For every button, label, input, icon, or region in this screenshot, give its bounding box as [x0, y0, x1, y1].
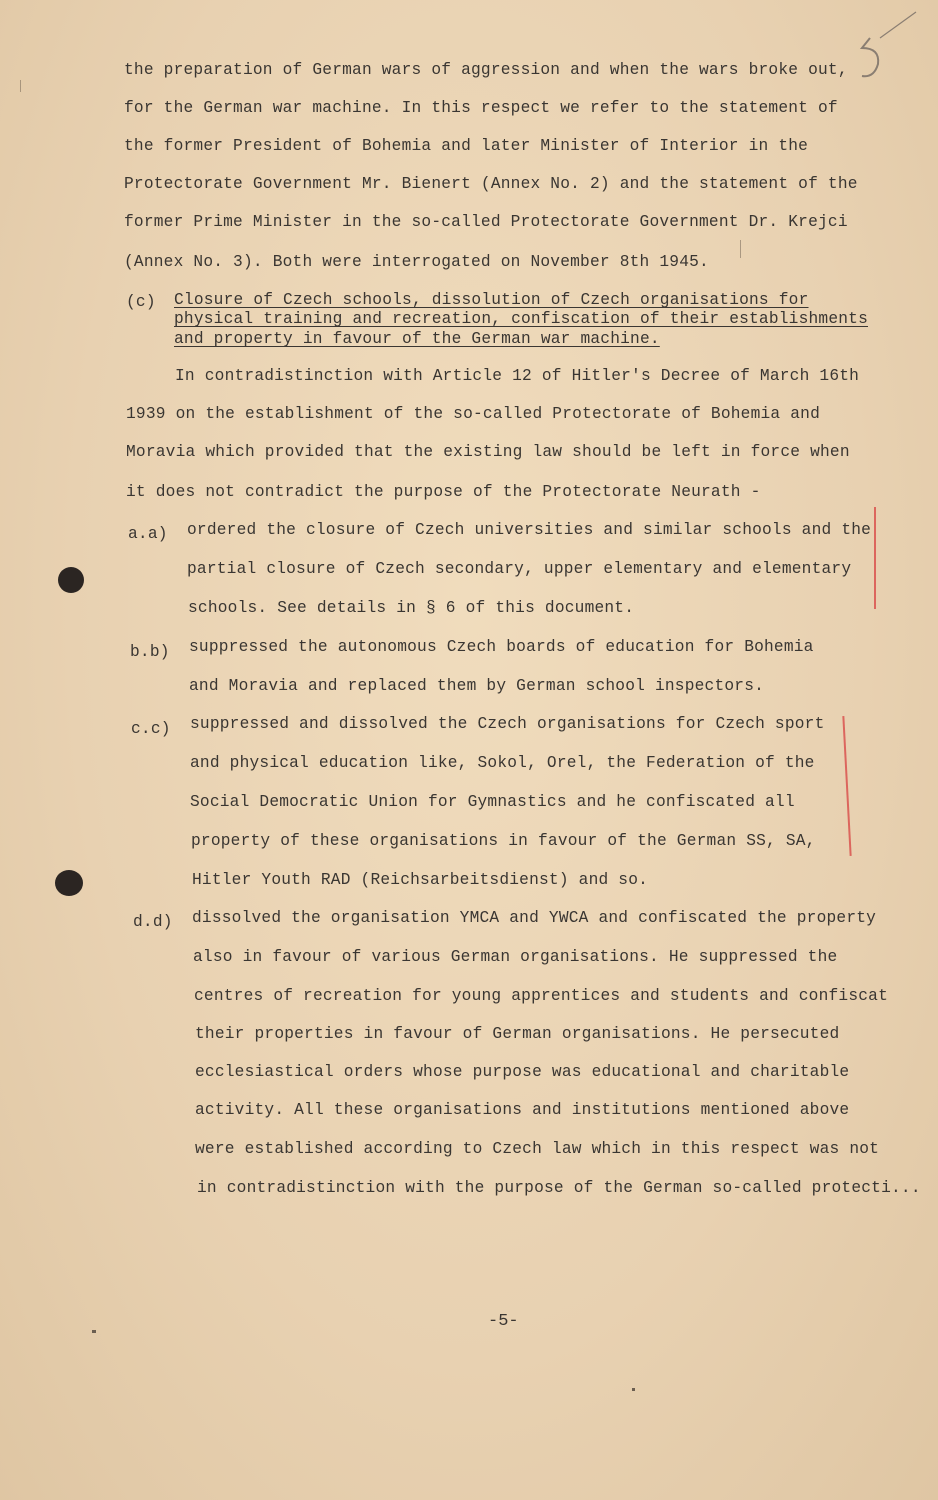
page-number: -5- — [488, 1312, 519, 1331]
item-dd-line-1: dissolved the organisation YMCA and YWCA and confiscated the property — [192, 909, 877, 927]
body-line-4: it does not contradict the purpose of the Protectorate Neurath - — [126, 483, 761, 501]
section-c-marker: (c) — [126, 293, 156, 311]
item-cc-marker: c.c) — [131, 720, 171, 738]
red-margin-mark-1 — [874, 507, 876, 609]
item-dd-line-5: ecclesiastical orders whose purpose was educational and charitable — [195, 1063, 850, 1081]
intro-line-3: the former President of Bohemia and later Minister of Interior in the — [124, 137, 809, 155]
red-margin-mark-2 — [842, 716, 851, 856]
section-c-heading-line-1: Closure of Czech schools, dissolution of Czech organisations for — [174, 291, 809, 309]
punch-hole-top — [58, 567, 84, 593]
item-dd-line-3: centres of recreation for young apprentices and students and confiscat — [194, 987, 888, 1005]
item-cc-line-1: suppressed and dissolved the Czech organisations for Czech sport — [190, 715, 825, 733]
section-c-heading-line-2: physical training and recreation, confiscation of their establishments — [174, 310, 868, 328]
paper-speck-1 — [92, 1330, 96, 1333]
item-cc-line-4: property of these organisations in favour of the German SS, SA, — [191, 832, 816, 850]
item-dd-line-8: in contradistinction with the purpose of the German so-called protecti... — [197, 1179, 921, 1197]
paper-speck-2 — [632, 1388, 635, 1391]
item-dd-line-6: activity. All these organisations and institutions mentioned above — [195, 1101, 850, 1119]
punch-hole-bottom — [55, 870, 83, 896]
item-dd-line-7: were established according to Czech law which in this respect was not — [195, 1140, 880, 1158]
intro-line-1: the preparation of German wars of aggression and when the wars broke out, — [124, 61, 848, 79]
item-dd-marker: d.d) — [133, 913, 173, 931]
item-aa-line-1: ordered the closure of Czech universities and similar schools and the — [187, 521, 872, 539]
section-c-heading-line-3: and property in favour of the German war machine. — [174, 330, 660, 348]
intro-line-4: Protectorate Government Mr. Bienert (Annex No. 2) and the statement of the — [124, 175, 858, 193]
item-aa-line-2: partial closure of Czech secondary, upper elementary and elementary — [187, 560, 852, 578]
item-bb-line-1: suppressed the autonomous Czech boards of education for Bohemia — [189, 638, 814, 656]
paper-speck-3 — [740, 240, 741, 258]
handwritten-page-mark — [850, 8, 930, 88]
intro-line-6: (Annex No. 3). Both were interrogated on November 8th 1945. — [124, 253, 709, 271]
paper-speck-4 — [20, 80, 21, 92]
item-cc-line-2: and physical education like, Sokol, Orel, the Federation of the — [190, 754, 815, 772]
item-dd-line-4: their properties in favour of German organisations. He persecuted — [195, 1025, 840, 1043]
item-dd-line-2: also in favour of various German organisations. He suppressed the — [193, 948, 838, 966]
item-bb-line-2: and Moravia and replaced them by German school inspectors. — [189, 677, 765, 695]
body-line-1: In contradistinction with Article 12 of Hitler's Decree of March 16th — [175, 367, 860, 385]
item-aa-marker: a.a) — [128, 525, 168, 543]
body-line-3: Moravia which provided that the existing law should be left in force when — [126, 443, 850, 461]
intro-line-5: former Prime Minister in the so-called Protectorate Government Dr. Krejci — [124, 213, 848, 231]
body-line-2: 1939 on the establishment of the so-called Protectorate of Bohemia and — [126, 405, 820, 423]
item-cc-line-5: Hitler Youth RAD (Reichsarbeitsdienst) and so. — [192, 871, 649, 889]
item-cc-line-3: Social Democratic Union for Gymnastics and he confiscated all — [190, 793, 795, 811]
intro-line-2: for the German war machine. In this respect we refer to the statement of — [124, 99, 838, 117]
item-aa-line-3: schools. See details in § 6 of this document. — [188, 599, 635, 617]
item-bb-marker: b.b) — [130, 643, 170, 661]
